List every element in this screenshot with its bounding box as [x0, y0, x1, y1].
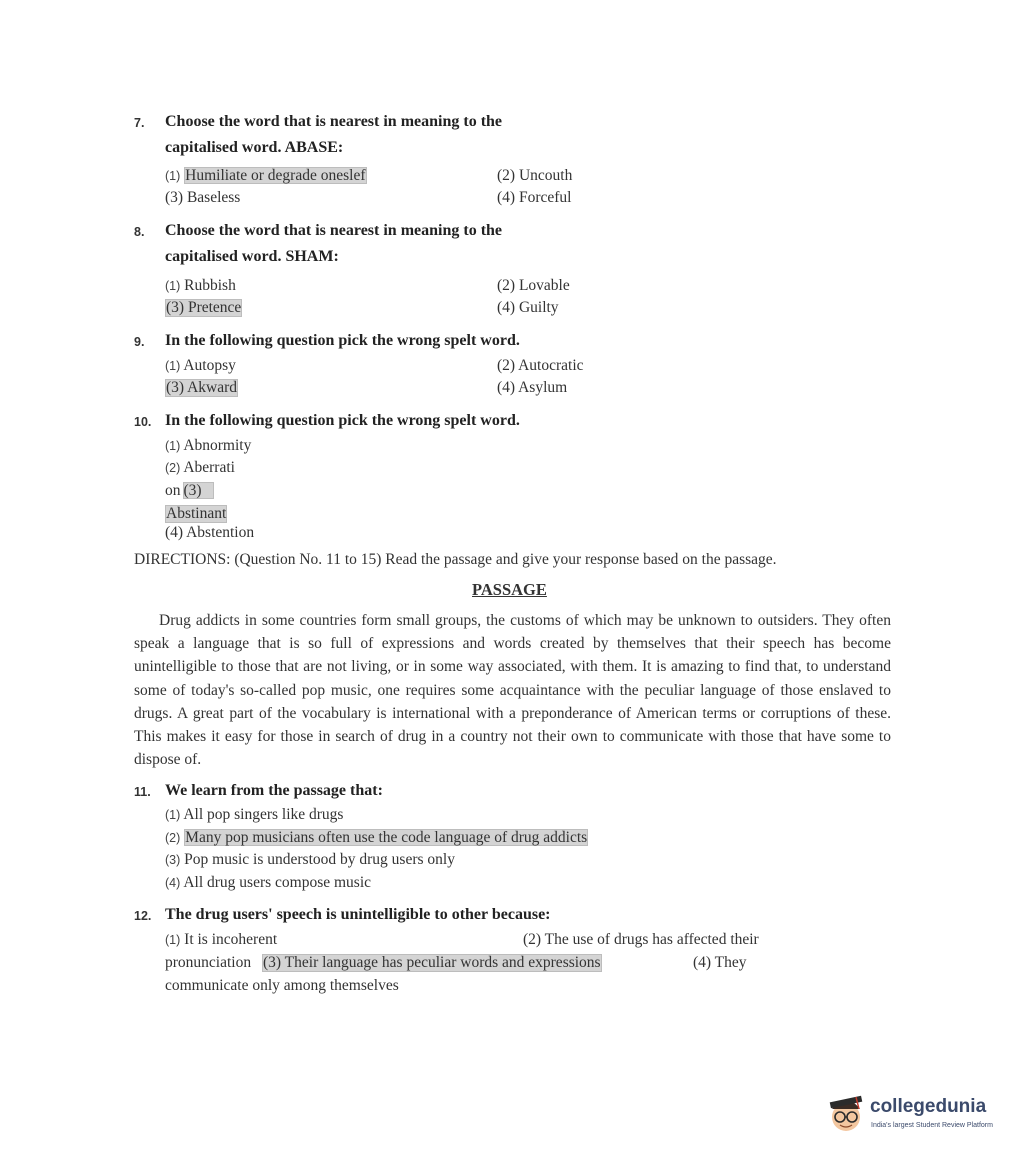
option-number: (1) [165, 808, 181, 822]
question-11-option-1 [165, 806, 343, 824]
question-8-number: 8. [134, 225, 145, 239]
question-7-option-2: (2) Uncouth [497, 167, 573, 184]
question-10-number: 10. [134, 415, 152, 429]
question-11-text: We learn from the passage that: [165, 782, 383, 799]
question-10-option-2 [165, 459, 235, 477]
question-9-option-2: (2) Autocratic [497, 357, 584, 374]
logo-name: collegedunia [870, 1096, 987, 1117]
question-11-option-4 [165, 874, 371, 892]
question-12-option-2-continuation: pronunciation [165, 954, 252, 971]
question-12-text: The drug users' speech is unintelligible to other because: [165, 906, 551, 923]
option-text: All pop singers like drugs [183, 806, 344, 823]
question-8-text-line1: Choose the word that is nearest in meaning to the [165, 222, 503, 239]
question-9-number: 9. [134, 335, 145, 349]
directions-text: DIRECTIONS: (Question No. 11 to 15) Read the passage and give your response based on the passage. [134, 551, 777, 568]
question-9-text: In the following question pick the wrong spelt word. [165, 332, 520, 349]
question-12-option-2: (2) The use of drugs has affected their [523, 931, 759, 948]
option-number: (3) [165, 853, 181, 867]
option-number: (1) [165, 933, 181, 947]
question-9-option-1 [165, 357, 236, 375]
question-7-number: 7. [134, 116, 145, 130]
question-7-option-4: (4) Forceful [497, 189, 572, 206]
collegedunia-logo [826, 1087, 996, 1139]
question-12-option-4: (4) They [693, 954, 747, 971]
question-7-option-3: (3) Baseless [165, 189, 241, 206]
mascot-icon [826, 1087, 870, 1139]
question-12-option-1 [165, 931, 277, 949]
question-8-text-line2: capitalised word. SHAM: [165, 248, 339, 265]
option-text: Rubbish [184, 277, 236, 294]
option-number: (1) [165, 169, 181, 183]
option-number: (1) [165, 439, 181, 453]
question-10-option-1 [165, 437, 251, 455]
option-number: (1) [165, 359, 181, 373]
question-8-option-4: (4) Guilty [497, 299, 559, 316]
option-text: Abnormity [183, 437, 252, 454]
question-7-text-line2: capitalised word. ABASE: [165, 139, 344, 156]
question-8-option-2: (2) Lovable [497, 277, 570, 294]
option-number: (4) [165, 876, 181, 890]
question-10-text: In the following question pick the wrong spelt word. [165, 412, 520, 429]
option-number: (2) [165, 831, 181, 845]
question-10-option-2-continuation [165, 482, 214, 500]
option-3-number-highlighted: (3) [183, 482, 214, 499]
question-12-option-4-continuation: communicate only among themselves [165, 977, 399, 994]
question-9-option-3-highlighted: (3) Akward [166, 379, 238, 396]
option-text: Aberrati [183, 459, 235, 476]
question-7-option-1 [165, 167, 367, 185]
question-11-number: 11. [134, 785, 151, 799]
option-number: (2) [165, 461, 181, 475]
question-10-option-3-highlighted: Abstinant [166, 505, 227, 522]
option-text-highlighted: Many pop musicians often use the code language of drug addicts [185, 829, 588, 846]
question-10-option-4: (4) Abstention [165, 524, 255, 541]
logo-tagline: India's largest Student Review Platform [871, 1122, 993, 1129]
option-text: It is incoherent [184, 931, 278, 948]
passage-title: PASSAGE [472, 580, 547, 599]
question-7-text-line1: Choose the word that is nearest in meaning to the [165, 113, 503, 130]
option-text: on [165, 482, 181, 499]
question-8-option-3-highlighted: (3) Pretence [166, 299, 242, 316]
option-text-highlighted: Humiliate or degrade oneslef [185, 167, 366, 184]
option-text: Autopsy [183, 357, 236, 374]
option-text: Pop music is understood by drug users only [184, 851, 455, 868]
question-12-number: 12. [134, 909, 152, 923]
option-number: (1) [165, 279, 181, 293]
question-9-option-4: (4) Asylum [497, 379, 568, 396]
question-11-option-3 [165, 851, 455, 869]
question-8-option-1 [165, 277, 236, 295]
question-12-option-3-highlighted: (3) Their language has peculiar words and expressions [263, 954, 601, 971]
option-text: All drug users compose music [183, 874, 372, 891]
passage-body: Drug addicts in some countries form small groups, the customs of which may be unknown to outsiders. They often speak a language that is so full of expressions and words created by themselves that their speech has become unintelligible to those that are not living, or in some way associated, with them. It is amazing to find that, to understand some of today's so-called pop music, one requires some acquaintance with the peculiar language of those enslaved to drugs. A great part of the vocabulary is international with a preponderance of American terms or corruptions of these. This makes it easy for those in search of drug in a country not their own to communicate with those that have some to dispose of. [134, 612, 891, 769]
question-11-option-2 [165, 829, 588, 847]
